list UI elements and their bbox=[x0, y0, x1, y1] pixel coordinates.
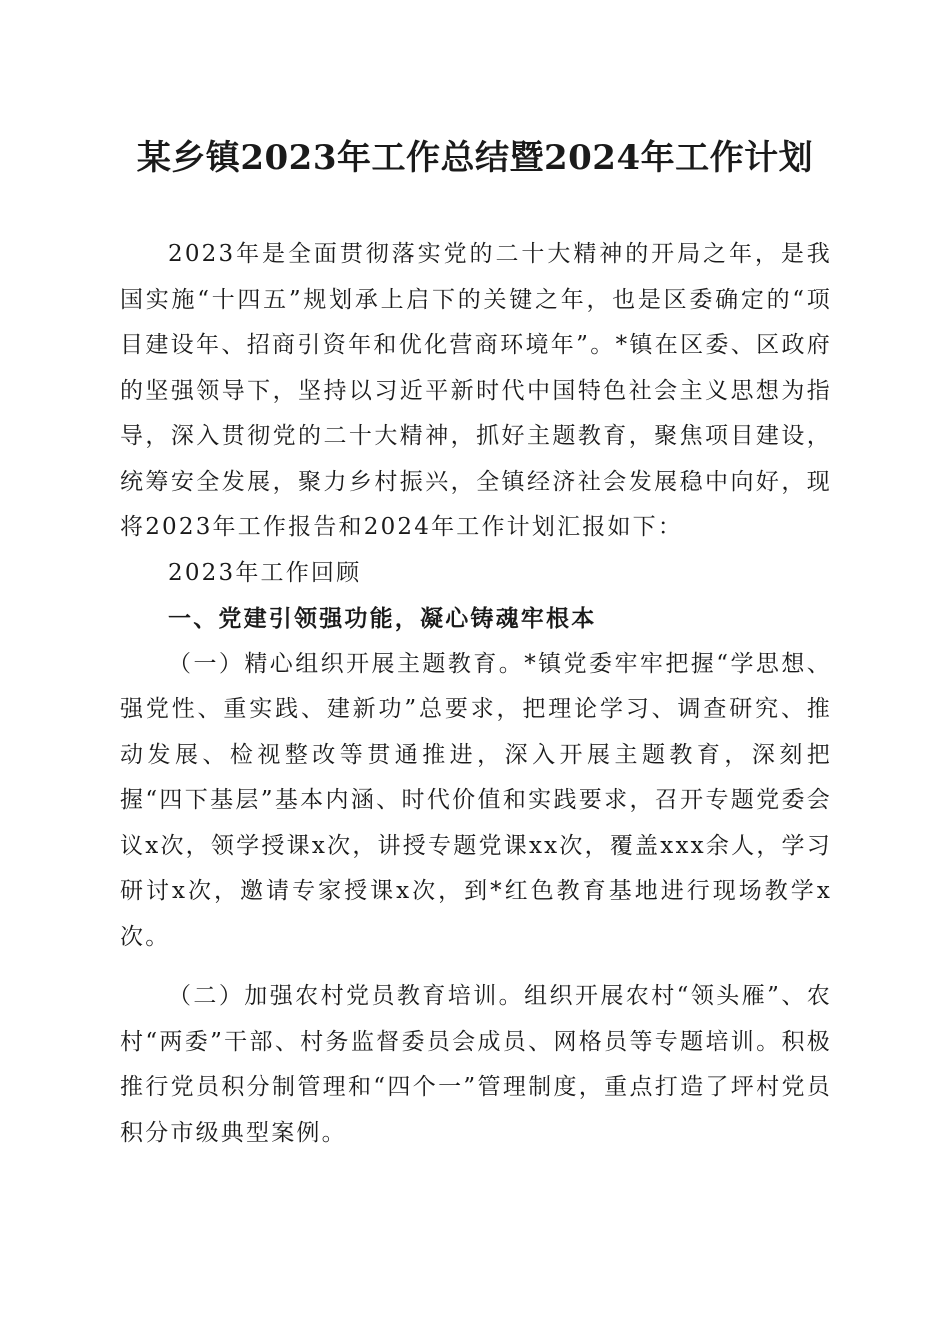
item-1-paragraph: （一）精心组织开展主题教育。*镇党委牢牢把握“学思想、强党性、重实践、建新功”总要求，把理论学习、调查研究、推动发展、检视整改等贯通推进，深入开展主题教育，深刻把握“四下基层”基本内涵、时代价值和实践要求，召开专题党委会议x次，领学授课x次，讲授专题党课xx次，覆盖xxx余人，学习研讨x次，邀请专家授课x次，到*红色教育基地进行现场教学x次。 bbox=[120, 650, 832, 950]
document-title: 某乡镇2023年工作总结暨2024年工作计划 bbox=[136, 138, 814, 178]
review-heading: 2023年工作回顾 bbox=[168, 559, 362, 586]
item-2-paragraph: （二）加强农村党员教育培训。组织开展农村“领头雁”、农村“两委”干部、村务监督委员会成员、网格员等专题培训。积极推行党员积分制管理和“四个一”管理制度，重点打造了坪村党员积分市级典型案例。 bbox=[120, 983, 832, 1146]
section-1-heading: 一、党建引领强功能，凝心铸魂牢根本 bbox=[168, 605, 597, 632]
intro-paragraph: 2023年是全面贯彻落实党的二十大精神的开局之年，是我国实施“十四五”规划承上启下的关键之年，也是区委确定的“项目建设年、招商引资年和优化营商环境年”。*镇在区委、区政府的坚强领导下，坚持以习近平新时代中国特色社会主义思想为指导，深入贯彻党的二十大精神，抓好主题教育，聚焦项目建设，统筹安全发展，聚力乡村振兴，全镇经济社会发展稳中向好，现将2023年工作报告和2024年工作计划汇报如下： bbox=[120, 241, 832, 540]
document-body bbox=[120, 232, 832, 1156]
